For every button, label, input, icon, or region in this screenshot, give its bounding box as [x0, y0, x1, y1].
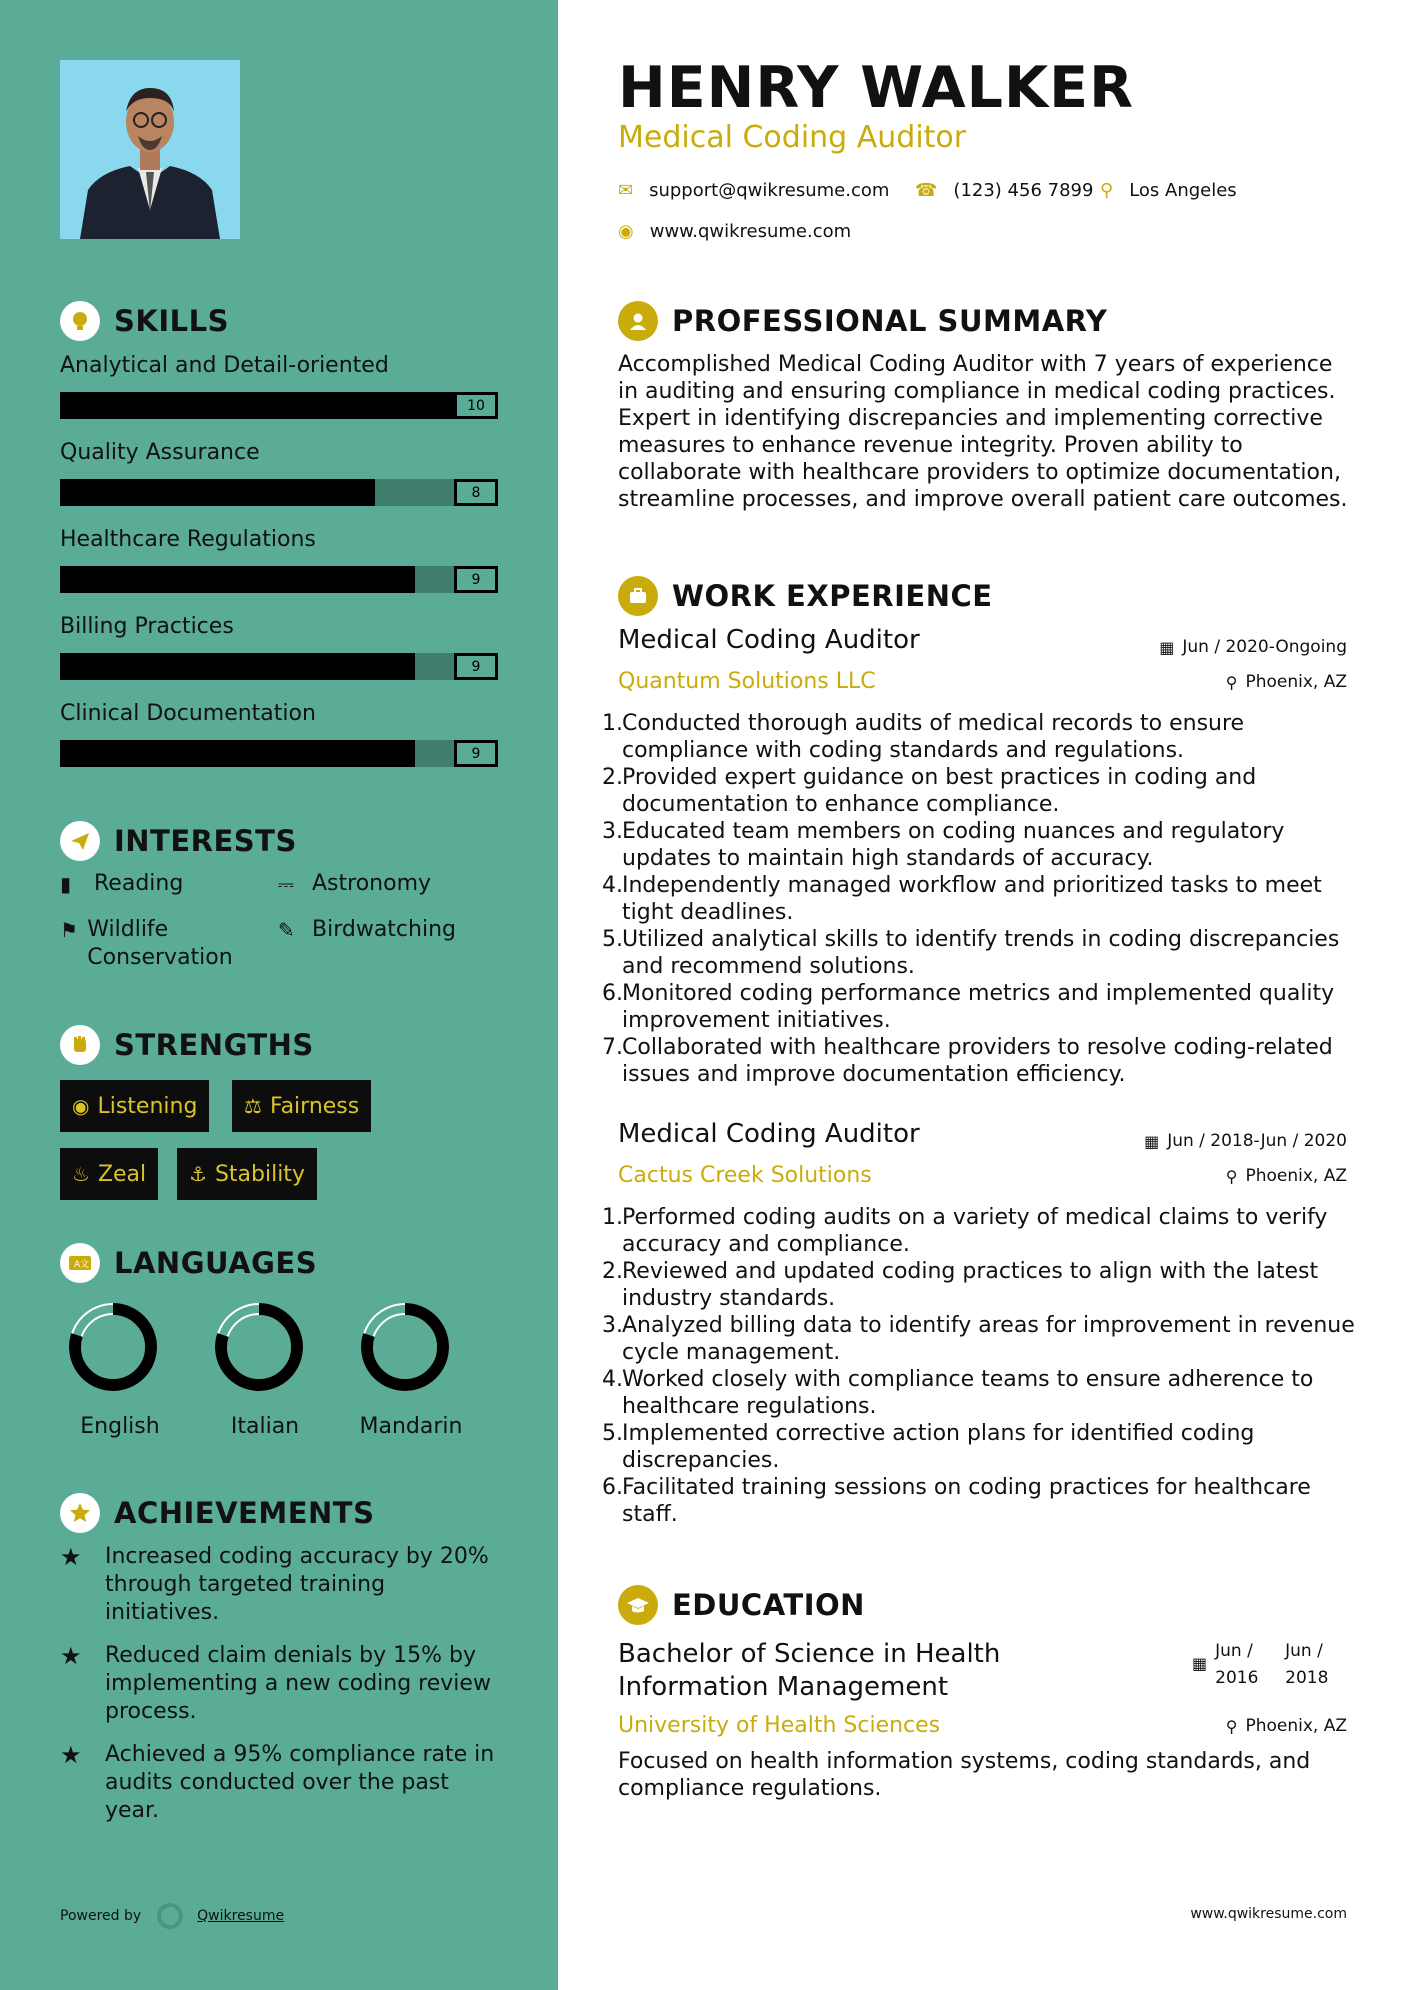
achievement-text: Reduced claim denials by 15% by implementing a new coding review process. [105, 1643, 491, 1724]
job-dates [1144, 1131, 1347, 1151]
calendar-icon: ▦ [1144, 1131, 1160, 1151]
powered-by-label: Powered by [60, 1908, 142, 1924]
duty-number: 5. [602, 1421, 623, 1446]
interest-label: Reading [94, 871, 184, 896]
duty-number: 1. [602, 711, 623, 736]
duty-item [602, 926, 1362, 980]
job-location [1226, 672, 1347, 692]
duty-item [602, 872, 1362, 926]
job-title: Medical Coding Auditor [618, 625, 920, 655]
anchor-icon: ⚓ [189, 1162, 207, 1186]
paper-plane-icon [60, 821, 100, 861]
interest-item [60, 870, 183, 898]
skill-score: 9 [454, 653, 498, 680]
degree-title: Bachelor of Science in Health Information Management [618, 1639, 1001, 1702]
trophy-star-icon: ★ [60, 1543, 82, 1571]
briefcase-icon [618, 576, 658, 616]
utensils-icon: ⎓ [278, 872, 294, 896]
education-location [1226, 1716, 1347, 1736]
envelope-icon: ✉ [618, 180, 634, 201]
duty-text: Analyzed billing data to identify areas for improvement in revenue cycle management. [622, 1313, 1355, 1365]
flag-icon: ⚑ [60, 918, 78, 942]
education-description: Focused on health information systems, coding standards, and compliance regulations. [618, 1749, 1311, 1801]
achievements-heading [60, 1493, 374, 1533]
achievement-item [60, 1741, 500, 1825]
achievement-item [60, 1543, 500, 1627]
summary-title: PROFESSIONAL SUMMARY [672, 304, 1108, 338]
lightbulb-icon [60, 301, 100, 341]
interest-item [278, 870, 431, 898]
language-label: Mandarin [359, 1414, 463, 1439]
globe-icon: ◉ [618, 221, 634, 242]
language-label: English [80, 1414, 160, 1439]
job-dates-text: Jun / 2018-Jun / 2020 [1167, 1131, 1347, 1151]
sidebar [0, 0, 558, 1990]
interests-heading [60, 821, 297, 861]
contact-location [1100, 180, 1237, 201]
pin-icon: ⚲ [1225, 1716, 1238, 1736]
duty-item [602, 764, 1362, 818]
skill-score: 9 [454, 740, 498, 767]
duty-text: Reviewed and updated coding practices to align with the latest industry standards. [622, 1259, 1319, 1311]
job-dates [1159, 637, 1347, 657]
summary-heading [618, 301, 1107, 341]
qwikresume-link[interactable]: Qwikresume [197, 1908, 285, 1924]
duty-number: 4. [602, 1367, 623, 1392]
job-title: Medical Coding Auditor [618, 1119, 920, 1149]
skill-label: Clinical Documentation [60, 701, 316, 726]
main-content [558, 0, 1407, 1990]
phone-icon: ☎ [915, 180, 938, 201]
duty-item [602, 1366, 1362, 1420]
achievements-title: ACHIEVEMENTS [114, 1496, 375, 1530]
strengths-heading [60, 1025, 314, 1065]
duty-number: 6. [602, 1475, 623, 1500]
interests-title: INTERESTS [114, 824, 297, 858]
fist-icon [60, 1025, 100, 1065]
languages-heading [60, 1243, 317, 1283]
job-duties [602, 710, 1362, 1088]
map-pin-icon: ⚲ [1100, 180, 1114, 201]
duty-item [602, 980, 1362, 1034]
skill-score: 8 [454, 479, 498, 506]
job-dates-text: Jun / 2020-Ongoing [1182, 637, 1347, 657]
qwikresume-logo-icon [157, 1903, 183, 1929]
strength-label: Stability [214, 1161, 305, 1187]
language-card-icon [60, 1243, 100, 1283]
headphones-icon: ◉ [72, 1094, 90, 1118]
duty-text: Implemented corrective action plans for identified coding discrepancies. [622, 1421, 1255, 1473]
duty-text: Facilitated training sessions on coding practices for healthcare staff. [622, 1475, 1311, 1527]
profile-photo [60, 60, 240, 239]
experience-heading [618, 576, 993, 616]
skills-title: SKILLS [114, 304, 229, 338]
phone-text: (123) 456 7899 [953, 180, 1094, 201]
strength-badge [232, 1080, 371, 1132]
experience-title: WORK EXPERIENCE [672, 579, 993, 613]
pin-icon: ⚲ [1225, 672, 1238, 692]
job-company: Quantum Solutions LLC [618, 669, 876, 694]
education-dates [1192, 1638, 1343, 1692]
languages-title: LANGUAGES [114, 1246, 318, 1280]
skill-label: Healthcare Regulations [60, 527, 316, 552]
language-ring [358, 1300, 452, 1394]
education-end: Jun / 2018 [1285, 1641, 1329, 1688]
duty-number: 3. [602, 1313, 623, 1338]
skill-label: Analytical and Detail-oriented [60, 353, 389, 378]
skill-bar-fill [60, 479, 375, 506]
skill-bar [60, 653, 498, 680]
duty-item [602, 1258, 1362, 1312]
candidate-name: HENRY WALKER [618, 55, 1134, 121]
skill-bar [60, 392, 498, 419]
duty-text: Monitored coding performance metrics and implemented quality improvement initiatives. [622, 981, 1335, 1033]
duty-text: Collaborated with healthcare providers to resolve coding-related issues and improve documentation efficiency. [622, 1035, 1333, 1087]
interest-item [278, 916, 456, 944]
edit-icon: ✎ [278, 918, 295, 942]
duty-text: Provided expert guidance on best practices in coding and documentation to enhance compliance. [622, 765, 1257, 817]
strengths-title: STRENGTHS [114, 1028, 314, 1062]
interest-label: Wildlife Conservation [87, 917, 233, 970]
skill-bar [60, 479, 498, 506]
skill-bar [60, 740, 498, 767]
skill-label: Quality Assurance [60, 440, 260, 465]
duty-number: 4. [602, 873, 623, 898]
job-location-text: Phoenix, AZ [1245, 1166, 1347, 1186]
user-icon [618, 301, 658, 341]
website-text[interactable]: www.qwikresume.com [649, 221, 852, 242]
skills-heading [60, 301, 229, 341]
duty-item [602, 710, 1362, 764]
strength-badge [60, 1080, 209, 1132]
language-ring [66, 1300, 160, 1394]
duty-item [602, 818, 1362, 872]
duty-number: 7. [602, 1035, 623, 1060]
duty-number: 2. [602, 1259, 623, 1284]
duty-text: Utilized analytical skills to identify trends in coding discrepancies and recommend solutions. [622, 927, 1340, 979]
education-title: EDUCATION [672, 1588, 865, 1622]
contact-phone [915, 180, 1093, 201]
school-name: University of Health Sciences [618, 1713, 941, 1738]
duty-item [602, 1312, 1362, 1366]
job-duties [602, 1204, 1362, 1528]
strength-label: Zeal [97, 1161, 147, 1187]
candidate-role: Medical Coding Auditor [618, 120, 967, 155]
fire-icon: ♨ [72, 1162, 90, 1186]
duty-number: 5. [602, 927, 623, 952]
duty-text: Conducted thorough audits of medical records to ensure compliance with coding standards and regulations. [622, 711, 1245, 763]
location-text: Los Angeles [1129, 180, 1237, 201]
interest-label: Astronomy [312, 871, 432, 896]
contact-website [618, 221, 851, 242]
duty-number: 6. [602, 981, 623, 1006]
achievement-text: Increased coding accuracy by 20% through targeted training initiatives. [105, 1544, 489, 1625]
duty-number: 3. [602, 819, 623, 844]
duty-text: Educated team members on coding nuances and regulatory updates to maintain high standards of accuracy. [622, 819, 1285, 871]
summary-text: Accomplished Medical Coding Auditor with 7 years of experience in auditing and ensuring compliance in medical coding practices. Expert in identifying discrepancies and implementing corrective measures to enhance revenue integrity. Proven ability to collaborate with healthcare providers to optimize documentation, streamline processes, and improve overall patient care outcomes. [618, 352, 1348, 512]
scale-icon: ⚖ [244, 1094, 262, 1118]
strength-label: Fairness [269, 1093, 360, 1119]
skill-bar-fill [60, 653, 415, 680]
education-start: Jun / 2016 [1215, 1641, 1259, 1688]
contact-email [618, 180, 889, 201]
powered-by [60, 1903, 284, 1929]
trophy-star-icon: ★ [60, 1642, 82, 1670]
language-ring [212, 1300, 306, 1394]
skill-bar-fill [60, 566, 415, 593]
duty-item [602, 1474, 1362, 1528]
skill-score: 9 [454, 566, 498, 593]
achievement-item [60, 1642, 500, 1726]
book-icon: ▮ [60, 872, 72, 896]
strength-label: Listening [97, 1093, 198, 1119]
duty-item [602, 1034, 1362, 1088]
email-text[interactable]: support@qwikresume.com [649, 180, 890, 201]
interest-item [60, 916, 260, 972]
skill-bar [60, 566, 498, 593]
job-company: Cactus Creek Solutions [618, 1163, 872, 1188]
strength-badge [60, 1148, 158, 1200]
svg-text:A文: A文 [74, 1260, 90, 1270]
calendar-icon: ▦ [1159, 637, 1175, 657]
trophy-star-icon: ★ [60, 1741, 82, 1769]
footer-url[interactable]: www.qwikresume.com [1190, 1906, 1347, 1922]
duty-item [602, 1420, 1362, 1474]
education-location-text: Phoenix, AZ [1245, 1716, 1347, 1736]
pin-icon: ⚲ [1225, 1166, 1238, 1186]
calendar-icon: ▦ [1192, 1654, 1208, 1673]
skill-bar-fill [60, 392, 454, 419]
skill-bar-fill [60, 740, 415, 767]
duty-number: 2. [602, 765, 623, 790]
education-heading [618, 1585, 865, 1625]
duty-item [602, 1204, 1362, 1258]
star-badge-icon [60, 1493, 100, 1533]
skill-label: Billing Practices [60, 614, 234, 639]
strength-badge [177, 1148, 317, 1200]
job-location [1226, 1166, 1347, 1186]
duty-number: 1. [602, 1205, 623, 1230]
interest-label: Birdwatching [312, 917, 456, 942]
graduation-icon [618, 1585, 658, 1625]
language-label: Italian [230, 1414, 300, 1439]
duty-text: Independently managed workflow and prioritized tasks to meet tight deadlines. [622, 873, 1322, 925]
duty-text: Worked closely with compliance teams to ensure adherence to healthcare regulations. [622, 1367, 1314, 1419]
achievement-text: Achieved a 95% compliance rate in audits conducted over the past year. [105, 1742, 495, 1823]
job-location-text: Phoenix, AZ [1245, 672, 1347, 692]
duty-text: Performed coding audits on a variety of medical claims to verify accuracy and compliance. [622, 1205, 1328, 1257]
skill-score: 10 [454, 392, 498, 419]
